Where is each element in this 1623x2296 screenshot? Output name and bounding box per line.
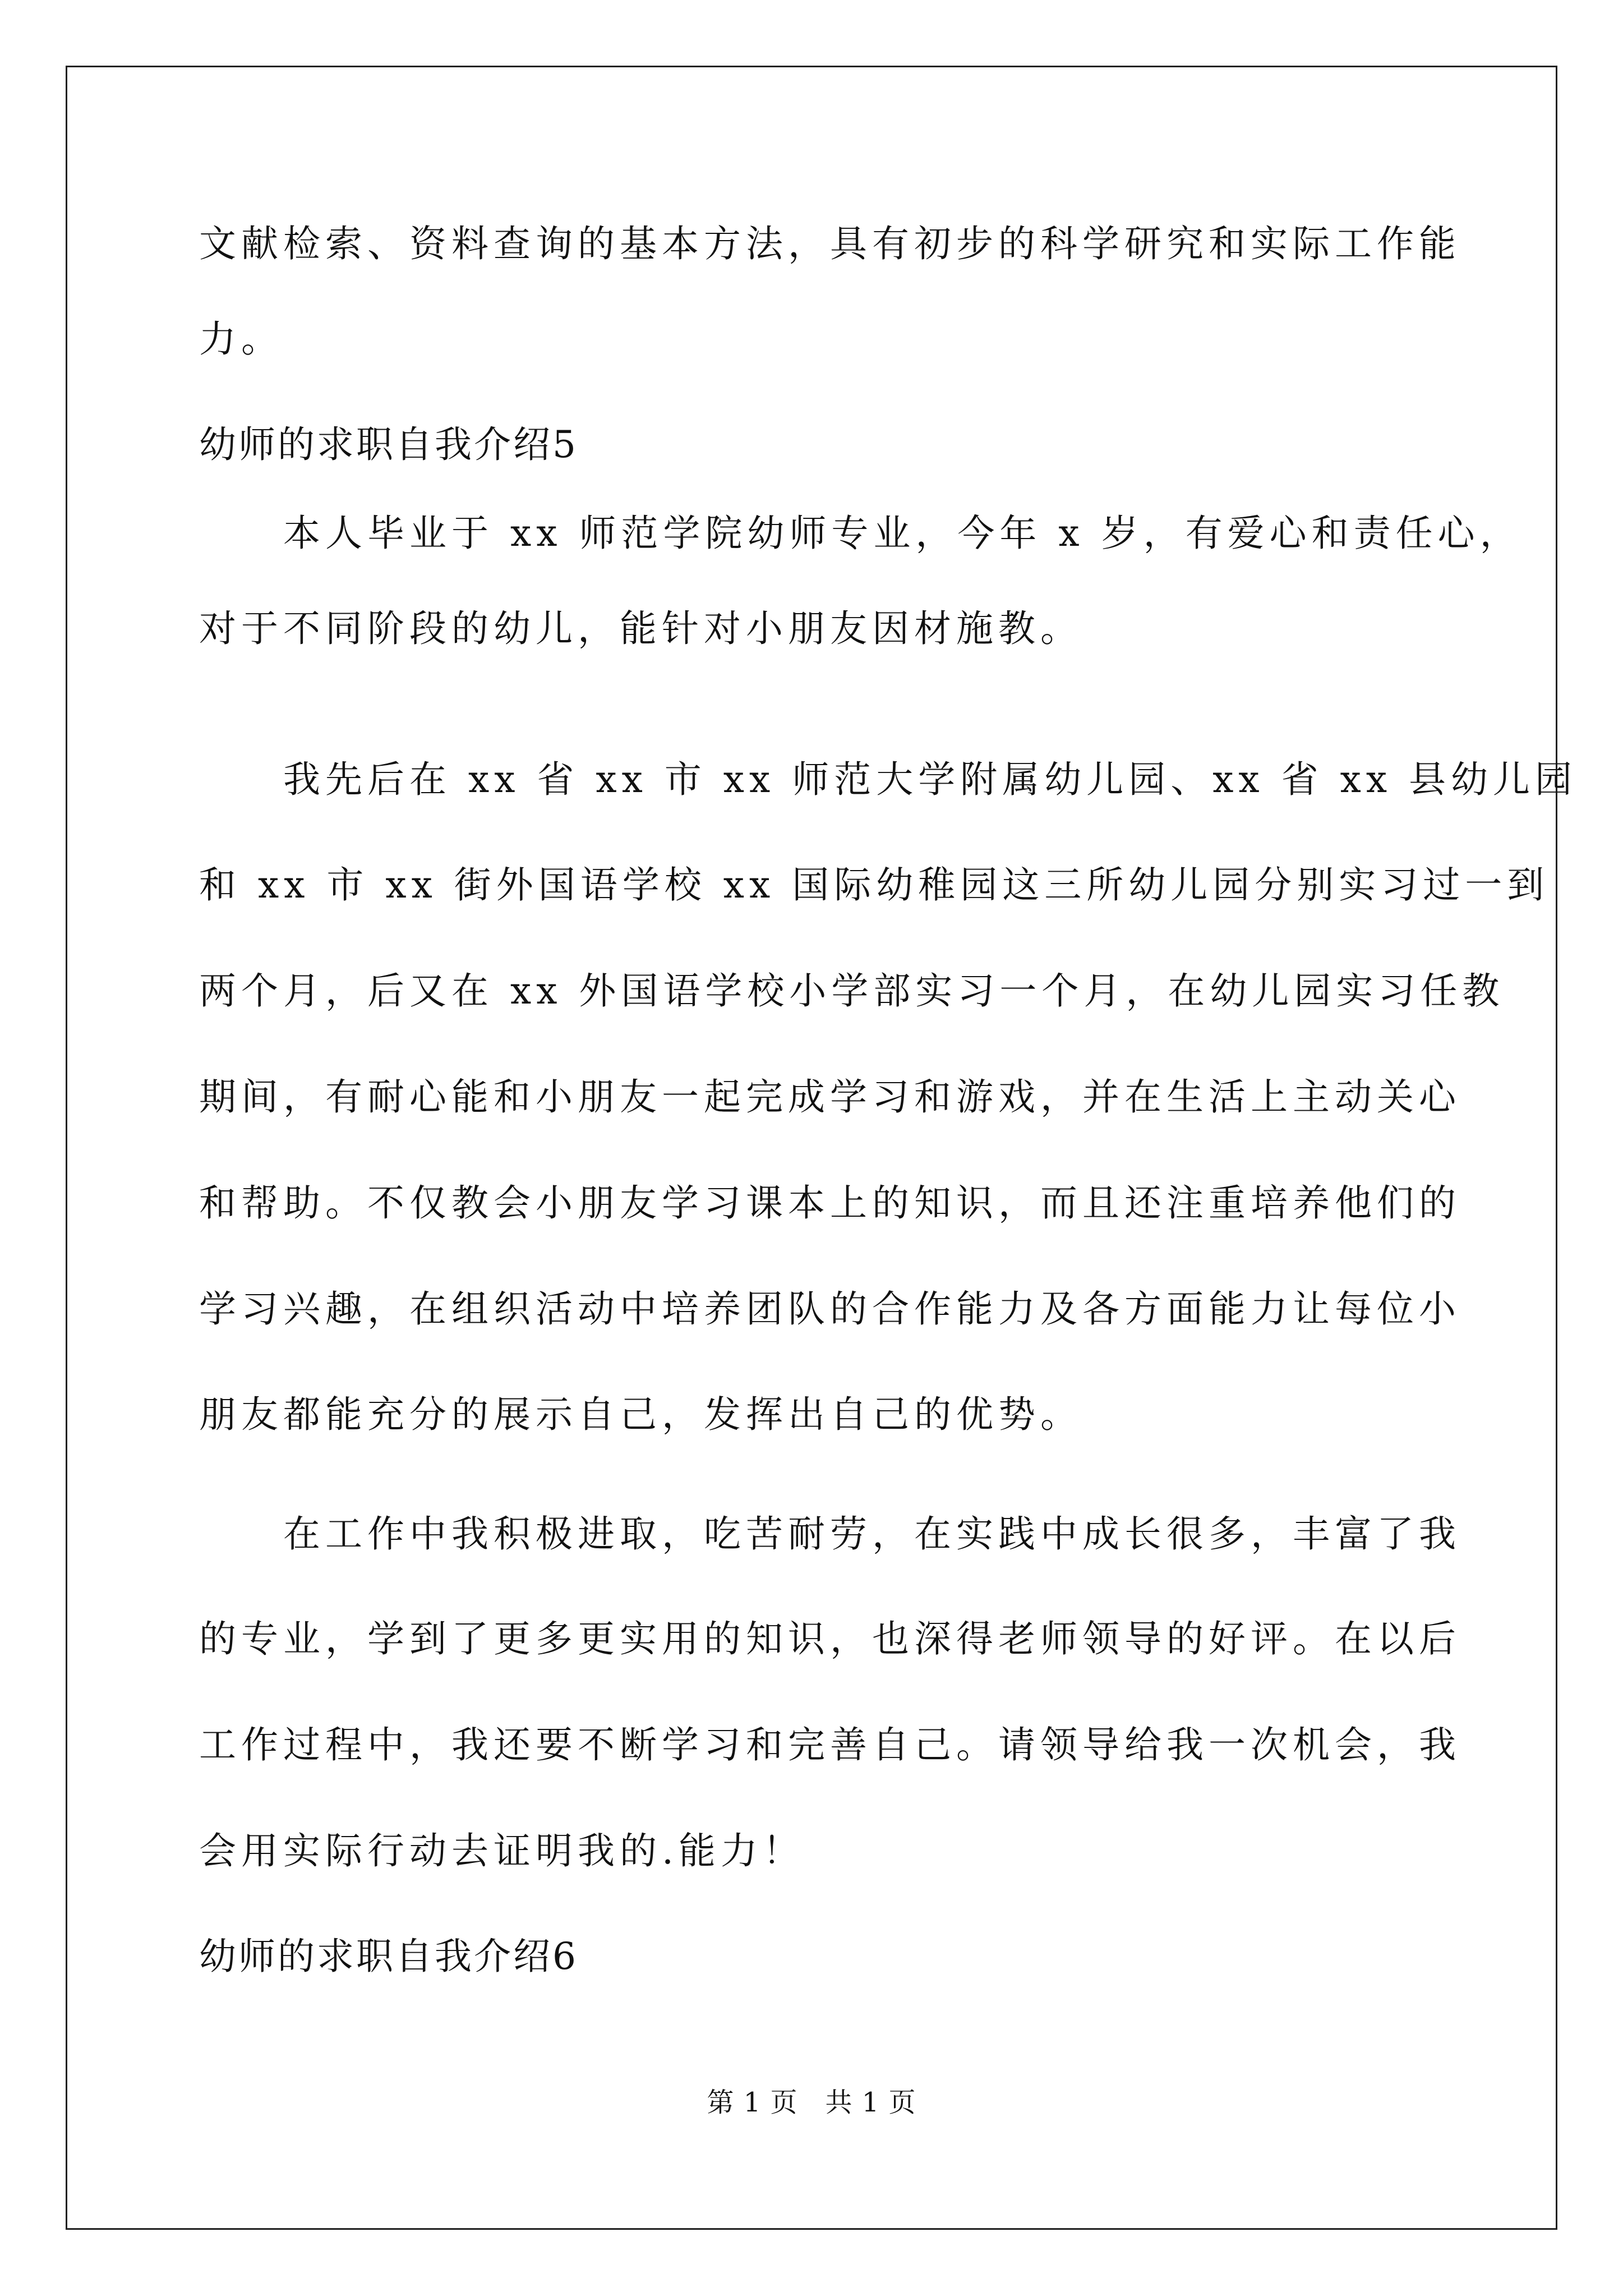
section-5-paragraph-3-line-3: 工作过程中，我还要不断学习和完善自己。请领导给我一次机会，我	[199, 1723, 1461, 1766]
section-5-paragraph-2-line-6: 学习兴趣，在组织活动中培养团队的合作能力及各方面能力让每位小	[199, 1287, 1461, 1331]
section-5-paragraph-3-line-4: 会用实际行动去证明我的.能力！	[199, 1829, 805, 1872]
section-5-heading: 幼师的求职自我介绍5	[199, 423, 578, 466]
section-5-paragraph-2-line-1: 我先后在 xx 省 xx 市 xx 师范大学附属幼儿园、xx 省 xx 县幼儿园	[199, 758, 1578, 801]
section-5-paragraph-3-line-1: 在工作中我积极进取，吃苦耐劳，在实践中成长很多，丰富了我	[199, 1512, 1461, 1556]
section-5-paragraph-2-line-3: 两个月，后又在 xx 外国语学校小学部实习一个月，在幼儿园实习任教	[199, 969, 1505, 1013]
section-5-paragraph-2-line-5: 和帮助。不仅教会小朋友学习课本上的知识，而且还注重培养他们的	[199, 1181, 1461, 1225]
intro-line-2: 力。	[199, 318, 283, 361]
section-6-heading: 幼师的求职自我介绍6	[199, 1935, 578, 1978]
section-5-paragraph-2-line-7: 朋友都能充分的展示自己，发挥出自己的优势。	[199, 1393, 1082, 1436]
section-5-paragraph-2-line-4: 期间，有耐心能和小朋友一起完成学习和游戏，并在生活上主动关心	[199, 1075, 1461, 1119]
section-5-paragraph-1-line-2: 对于不同阶段的幼儿，能针对小朋友因材施教。	[199, 607, 1082, 650]
intro-line-1: 文献检索、资料查询的基本方法，具有初步的科学研究和实际工作能	[199, 222, 1461, 265]
section-5-paragraph-1-line-1: 本人毕业于 xx 师范学院幼师专业，今年 x 岁，有爱心和责任心，	[199, 512, 1522, 555]
section-5-paragraph-3-line-2: 的专业，学到了更多更实用的知识，也深得老师领导的好评。在以后	[199, 1617, 1461, 1660]
page-number-footer: 第 1 页 共 1 页	[707, 2087, 916, 2118]
page-border	[66, 66, 1557, 2230]
section-5-paragraph-2-line-2: 和 xx 市 xx 街外国语学校 xx 国际幼稚园这三所幼儿园分别实习过一到	[199, 863, 1550, 907]
